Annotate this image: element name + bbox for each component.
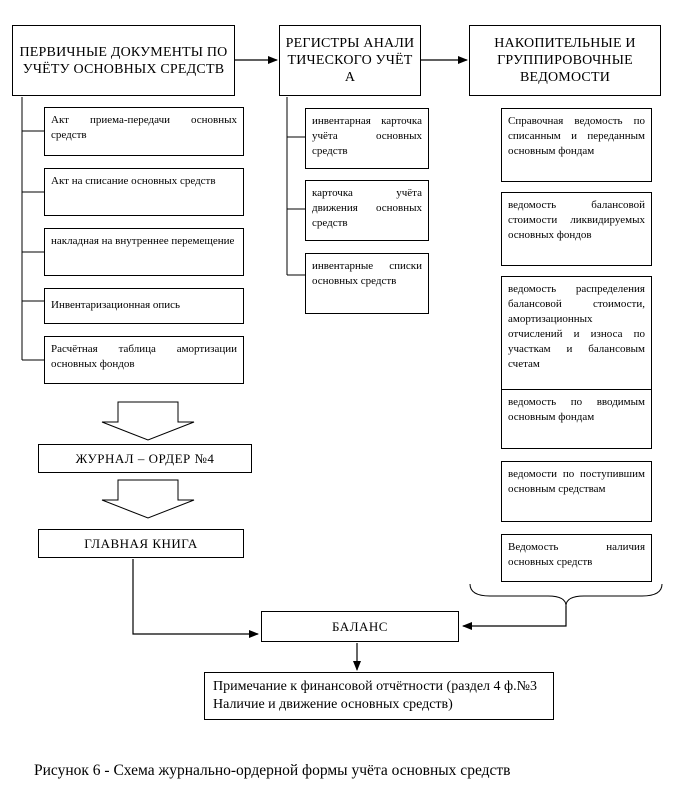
ledger-item-1: Справочная ведомость по списанным и переданным основным фондам: [501, 108, 652, 182]
primary-item-3: накладная на внутреннее перемещение: [44, 228, 244, 276]
register-item-1: инвентарная карточка учёта основных средств: [305, 108, 429, 169]
ledger-item-6: Ведомость наличия основных средств: [501, 534, 652, 582]
balance-box: БАЛАНС: [261, 611, 459, 642]
ledger-item-4: ведомость по вводимым основным фондам: [501, 389, 652, 449]
registers-header: [279, 25, 421, 96]
primary-item-2: Акт на списание основных средств: [44, 168, 244, 216]
general-ledger-box: ГЛАВНАЯ КНИГА: [38, 529, 244, 558]
brace: [470, 584, 662, 606]
primary-item-5: Расчётная таблица амортизации основных фондов: [44, 336, 244, 384]
figure-caption: Рисунок 6 - Схема журнально-ордерной формы учёта основных средств: [34, 762, 511, 779]
arrow-ledgers-to-balance: [463, 606, 566, 626]
ledger-item-3: ведомость распределения балансовой стоимости, амортизационных отчислений и износа по участкам и балансовым счетам: [501, 276, 652, 390]
primary-item-4: Инвентаризационная опись: [44, 288, 244, 324]
ledgers-header: [469, 25, 661, 96]
ledger-item-5: ведомости по поступившим основным средствам: [501, 461, 652, 522]
arrow-ledger-to-balance: [133, 559, 258, 634]
block-arrow-2: [102, 480, 194, 518]
financial-note-box: Примечание к финансовой отчётности (раздел 4 ф.№3 Наличие и движение основных средств): [204, 672, 554, 720]
register-item-2: карточка учёта движения основных средств: [305, 180, 429, 241]
ledgers-title: НАКОПИТЕЛЬНЫЕ И ГРУППИРОВОЧНЫЕ ВЕДОМОСТИ: [494, 36, 636, 85]
primary-docs-header: [12, 25, 235, 96]
registers-title: РЕГИСТРЫ АНАЛИТИЧЕСКОГО УЧЁТА: [285, 36, 415, 85]
journal-order-box: ЖУРНАЛ – ОРДЕР №4: [38, 444, 252, 473]
primary-item-1: Акт приема-передачи основных средств: [44, 107, 244, 156]
primary-docs-title: ПЕРВИЧНЫЕ ДОКУМЕНТЫ ПО УЧЁТУ ОСНОВНЫХ СРЕДСТВ: [19, 44, 228, 77]
register-item-3: инвентарные списки основных средств: [305, 253, 429, 314]
ledger-item-2: ведомость балансовой стоимости ликвидируемых основных фондов: [501, 192, 652, 266]
block-arrow-1: [102, 402, 194, 440]
